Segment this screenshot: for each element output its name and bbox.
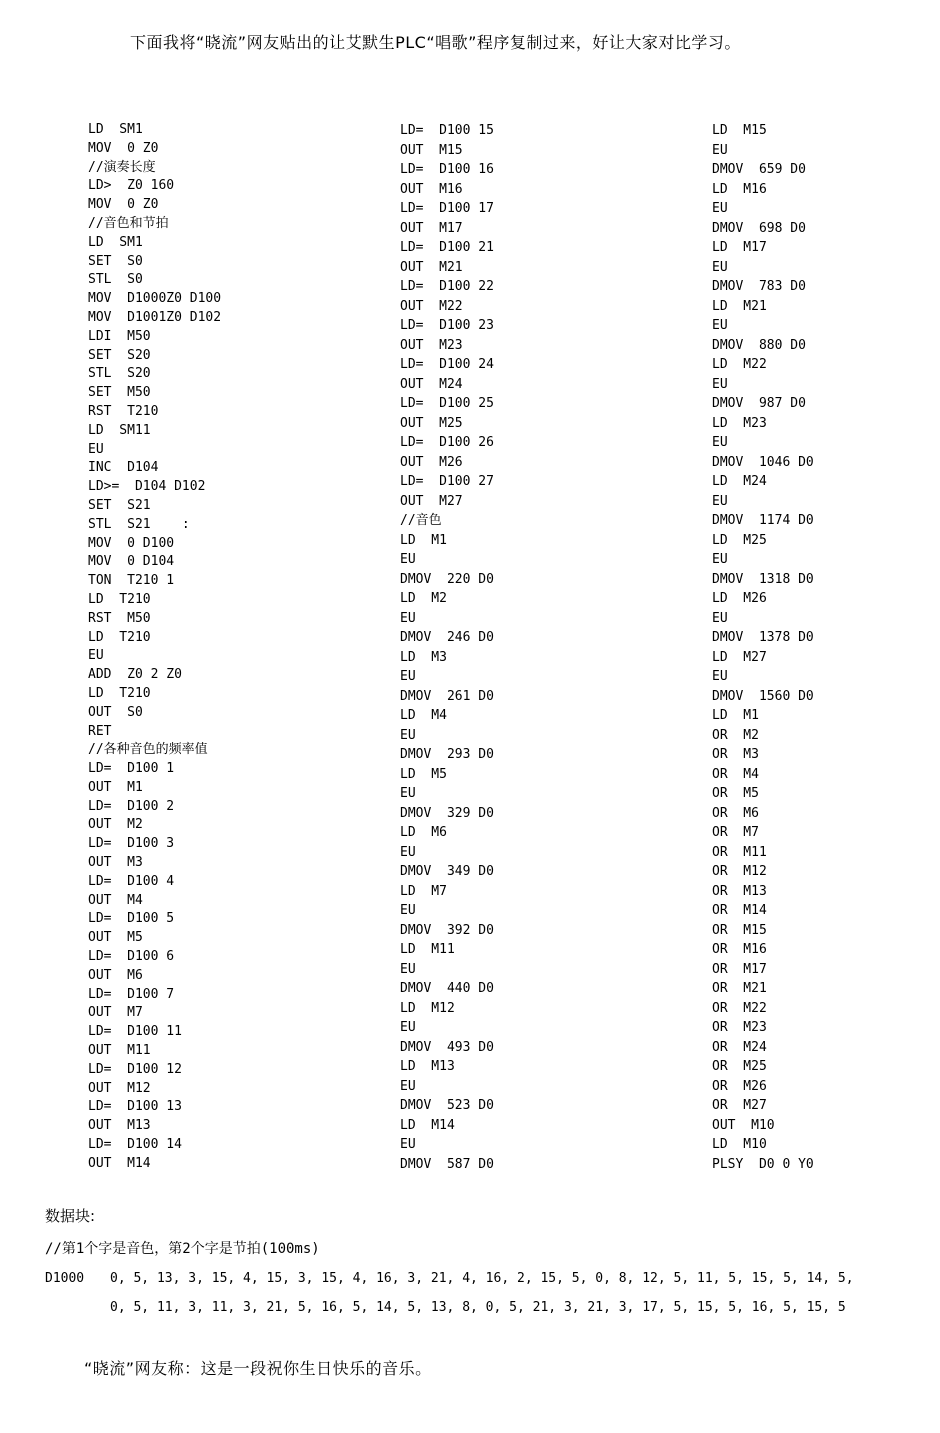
data-block-heading: 数据块: xyxy=(45,1207,96,1225)
plc-code-column-2: LD= D100 15 OUT M15 LD= D100 16 OUT M16 LD= D100 17 OUT M17 LD= D100 21 OUT M21 LD= D100 22 OUT M22 LD= D100 23 OUT M23 LD= D100 24 OUT M24 LD= D100 25 OUT M25 LD= D100 26 OUT M26 LD= D100 27 OUT M27 //音色 LD M1 EU DMOV 220 D0 LD M2 EU DMOV 246 D0 LD M3 EU DMOV 261 D0 LD M4 EU DMOV 293 D0 LD M5 EU DMOV 329 D0 LD M6 EU DMOV 349 D0 LD M7 EU DMOV 392 D0 LD M11 EU DMOV 440 D0 LD M12 EU DMOV 493 D0 LD M13 EU DMOV 523 D0 LD M14 EU DMOV 587 D0 xyxy=(400,123,494,1172)
plc-code-column-3: LD M15 EU DMOV 659 D0 LD M16 EU DMOV 698 D0 LD M17 EU DMOV 783 D0 LD M21 EU DMOV 880 D0 LD M22 EU DMOV 987 D0 LD M23 EU DMOV 1046 D0 LD M24 EU DMOV 1174 D0 LD M25 EU DMOV 1318 D0 LD M26 EU DMOV 1378 D0 LD M27 EU DMOV 1560 D0 LD M1 OR M2 OR M3 OR M4 OR M5 OR M6 OR M7 OR M11 OR M12 OR M13 OR M14 OR M15 OR M16 OR M17 OR M21 OR M22 OR M23 OR M24 OR M25 OR M26 OR M27 OUT M10 LD M10 PLSY D0 0 Y0 xyxy=(712,123,814,1172)
footer-note: “晓流”网友称：这是一段祝你生日快乐的音乐。 xyxy=(84,1359,432,1378)
data-block-values-line-2: 0, 5, 11, 3, 11, 3, 21, 5, 16, 5, 14, 5, 13, 8, 0, 5, 21, 3, 21, 3, 17, 5, 15, 5, 16, 5, 15, 5 xyxy=(110,1300,846,1315)
data-block-comment: //第1个字是音色，第2个字是节拍(100ms) xyxy=(45,1241,320,1257)
data-block-values-line-1: 0, 5, 13, 3, 15, 4, 15, 3, 15, 4, 16, 3, 21, 4, 16, 2, 15, 5, 0, 8, 12, 5, 11, 5, 15, 5, 14, 5, xyxy=(110,1271,854,1286)
plc-code-column-1: LD SM1 MOV 0 Z0 //演奏长度 LD> Z0 160 MOV 0 Z0 //音色和节拍 LD SM1 SET S0 STL S0 MOV D1000Z0 D100 MOV D1001Z0 D102 LDI M50 SET S20 STL S20 SET M50 RST T210 LD SM11 EU INC D104 LD>= D104 D102 SET S21 STL S21 : MOV 0 D100 MOV 0 D104 TON T210 1 LD T210 RST M50 LD T210 EU ADD Z0 2 Z0 LD T210 OUT S0 RET //各种音色的频率值 LD= D100 1 OUT M1 LD= D100 2 OUT M2 LD= D100 3 OUT M3 LD= D100 4 OUT M4 LD= D100 5 OUT M5 LD= D100 6 OUT M6 LD= D100 7 OUT M7 LD= D100 11 OUT M11 LD= D100 12 OUT M12 LD= D100 13 OUT M13 LD= D100 14 OUT M14 xyxy=(88,122,222,1171)
data-block-register-label: D1000 xyxy=(45,1271,85,1286)
page-title: 下面我将“晓流”网友贴出的让艾默生PLC“唱歌”程序复制过来，好让大家对比学习。 xyxy=(130,33,741,52)
